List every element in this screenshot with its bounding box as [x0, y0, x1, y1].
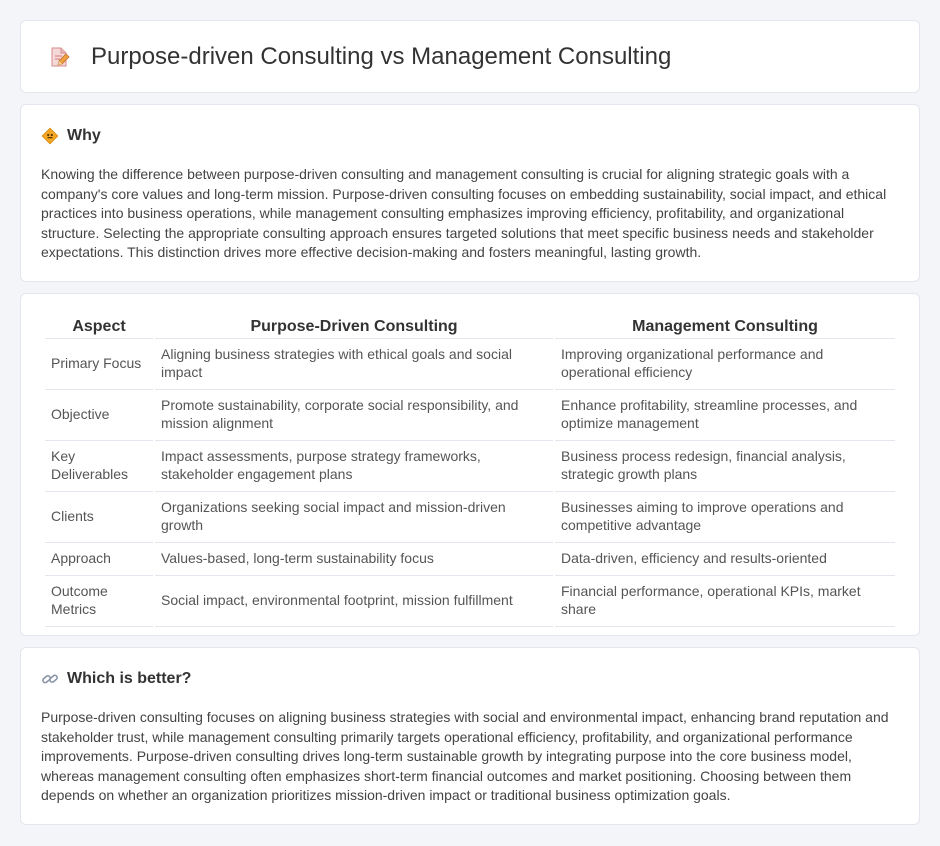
why-paragraph: Knowing the difference between purpose-driven consulting and management consulting is crucial for aligning strategic goals with a company's core values and long-term mission. Purpose-driven consulting focuses on embedding sustainability, social impact, and ethical practices into business operations, while management consulting emphasizes improving efficiency, profitability, and organizational structure. Selecting the appropriate consulting approach ensures targeted solutions that meet specific business needs and stakeholder expectations. This distinction drives more effective decision-making and fosters meaningful, lasting growth.: [41, 166, 887, 261]
why-heading-label: Why: [67, 127, 101, 144]
aspect-cell: Primary Focus: [45, 339, 153, 390]
header-card: [20, 20, 920, 93]
management-cell: Enhance profitability, streamline processes, and optimize management: [555, 390, 895, 441]
purpose-driven-cell: Impact assessments, purpose strategy frameworks, stakeholder engagement plans: [155, 441, 553, 492]
aspect-cell: Approach: [45, 543, 153, 576]
purpose-driven-cell: Organizations seeking social impact and mission-driven growth: [155, 492, 553, 543]
why-heading: [41, 127, 899, 145]
aspect-cell: Outcome Metrics: [45, 576, 153, 627]
page-title: Purpose-driven Consulting vs Management Consulting: [91, 42, 672, 70]
aspect-cell: Objective: [45, 390, 153, 441]
purpose-driven-cell: Promote sustainability, corporate social responsibility, and mission alignment: [155, 390, 553, 441]
comparison-table: [43, 312, 897, 627]
better-heading: [41, 670, 899, 688]
better-paragraph: Purpose-driven consulting focuses on aligning business strategies with social and environmental impact, enhancing brand reputation and stakeholder trust, while management consulting primarily targets operational efficiency, profitability, and organizational performance improvements. Purpose-driven consulting drives long-term sustainable growth by integrating purpose into the core business model, whereas management consulting often emphasizes short-term financial outcomes and market positioning. Choosing between them depends on whether an organization prioritizes mission-driven impact or traditional business optimization goals.: [41, 709, 889, 804]
which-is-better-section: [20, 647, 920, 825]
link-icon: [41, 670, 59, 688]
management-cell: Businesses aiming to improve operations and competitive advantage: [555, 492, 895, 543]
management-cell: Improving organizational performance and operational efficiency: [555, 339, 895, 390]
why-section: [20, 104, 920, 282]
purpose-driven-cell: Social impact, environmental footprint, mission fulfillment: [155, 576, 553, 627]
management-cell: Business process redesign, financial analysis, strategic growth plans: [555, 441, 895, 492]
table-header-row: [45, 312, 895, 339]
aspect-cell: Clients: [45, 492, 153, 543]
header-aspect: Aspect: [45, 312, 153, 339]
purpose-driven-cell: Aligning business strategies with ethical goals and social impact: [155, 339, 553, 390]
edit-document-icon: [47, 45, 71, 69]
table-row: [45, 576, 895, 627]
aspect-cell: Key Deliverables: [45, 441, 153, 492]
comparison-table-card: [20, 293, 920, 636]
table-row: [45, 543, 895, 576]
diamond-sign-icon: [41, 127, 59, 145]
table-row: [45, 339, 895, 390]
header-purpose-driven: Purpose-Driven Consulting: [155, 312, 553, 339]
purpose-driven-cell: Values-based, long-term sustainability focus: [155, 543, 553, 576]
table-row: [45, 492, 895, 543]
table-row: [45, 441, 895, 492]
better-heading-label: Which is better?: [67, 670, 192, 687]
header-management: Management Consulting: [555, 312, 895, 339]
management-cell: Data-driven, efficiency and results-oriented: [555, 543, 895, 576]
management-cell: Financial performance, operational KPIs, market share: [555, 576, 895, 627]
table-row: [45, 390, 895, 441]
